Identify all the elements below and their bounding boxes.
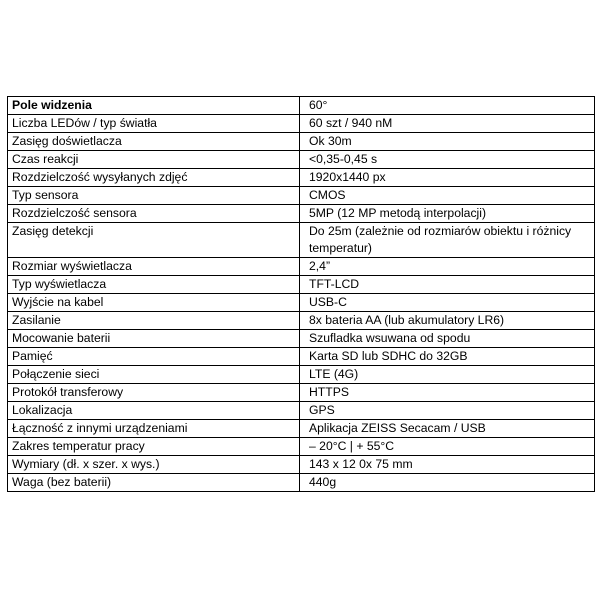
table-row	[8, 438, 595, 456]
spec-label: Zasilanie	[8, 312, 300, 330]
spec-label: Zasięg doświetlacza	[8, 133, 300, 151]
spec-label: Rozdzielczość sensora	[8, 205, 300, 223]
table-row	[8, 169, 595, 187]
spec-value: CMOS	[300, 187, 595, 205]
table-row	[8, 420, 595, 438]
table-row	[8, 330, 595, 348]
table-row	[8, 348, 595, 366]
table-row	[8, 133, 595, 151]
spec-value: 1920x1440 px	[300, 169, 595, 187]
spec-label: Mocowanie baterii	[8, 330, 300, 348]
spec-label: Liczba LEDów / typ światła	[8, 115, 300, 133]
spec-label: Typ sensora	[8, 187, 300, 205]
spec-label: Lokalizacja	[8, 402, 300, 420]
spec-value: Karta SD lub SDHC do 32GB	[300, 348, 595, 366]
spec-label: Rozmiar wyświetlacza	[8, 258, 300, 276]
spec-label: Zakres temperatur pracy	[8, 438, 300, 456]
spec-label: Łączność z innymi urządzeniami	[8, 420, 300, 438]
table-row	[8, 474, 595, 492]
table-row	[8, 366, 595, 384]
spec-value: 143 x 12 0x 75 mm	[300, 456, 595, 474]
spec-label: Zasięg detekcji	[8, 223, 300, 258]
table-row	[8, 456, 595, 474]
table-row	[8, 276, 595, 294]
spec-value: HTTPS	[300, 384, 595, 402]
spec-value: Do 25m (zależnie od rozmiarów obiektu i różnicy temperatur)	[300, 223, 595, 258]
spec-label: Wymiary (dł. x szer. x wys.)	[8, 456, 300, 474]
table-row	[8, 402, 595, 420]
table-row	[8, 151, 595, 169]
spec-label: Czas reakcji	[8, 151, 300, 169]
table-row	[8, 312, 595, 330]
spec-label: Rozdzielczość wysyłanych zdjęć	[8, 169, 300, 187]
spec-label: Typ wyświetlacza	[8, 276, 300, 294]
spec-value: LTE (4G)	[300, 366, 595, 384]
spec-label: Wyjście na kabel	[8, 294, 300, 312]
spec-value: Szufladka wsuwana od spodu	[300, 330, 595, 348]
spec-value: – 20°C | + 55°C	[300, 438, 595, 456]
table-row	[8, 97, 595, 115]
table-row	[8, 223, 595, 258]
spec-value: Ok 30m	[300, 133, 595, 151]
spec-value: 60 szt / 940 nM	[300, 115, 595, 133]
spec-table	[7, 96, 595, 492]
spec-value: 60°	[300, 97, 595, 115]
spec-value: TFT-LCD	[300, 276, 595, 294]
spec-value: Aplikacja ZEISS Secacam / USB	[300, 420, 595, 438]
spec-value: GPS	[300, 402, 595, 420]
spec-label: Połączenie sieci	[8, 366, 300, 384]
table-row	[8, 384, 595, 402]
spec-value: 8x bateria AA (lub akumulatory LR6)	[300, 312, 595, 330]
spec-label: Protokół transferowy	[8, 384, 300, 402]
table-row	[8, 205, 595, 223]
table-row	[8, 187, 595, 205]
spec-label: Pole widzenia	[8, 97, 300, 115]
spec-label: Pamięć	[8, 348, 300, 366]
spec-value: USB-C	[300, 294, 595, 312]
spec-value: 2,4”	[300, 258, 595, 276]
spec-value: <0,35-0,45 s	[300, 151, 595, 169]
table-row	[8, 294, 595, 312]
spec-label: Waga (bez baterii)	[8, 474, 300, 492]
spec-value: 440g	[300, 474, 595, 492]
table-row	[8, 115, 595, 133]
spec-value: 5MP (12 MP metodą interpolacji)	[300, 205, 595, 223]
table-row	[8, 258, 595, 276]
